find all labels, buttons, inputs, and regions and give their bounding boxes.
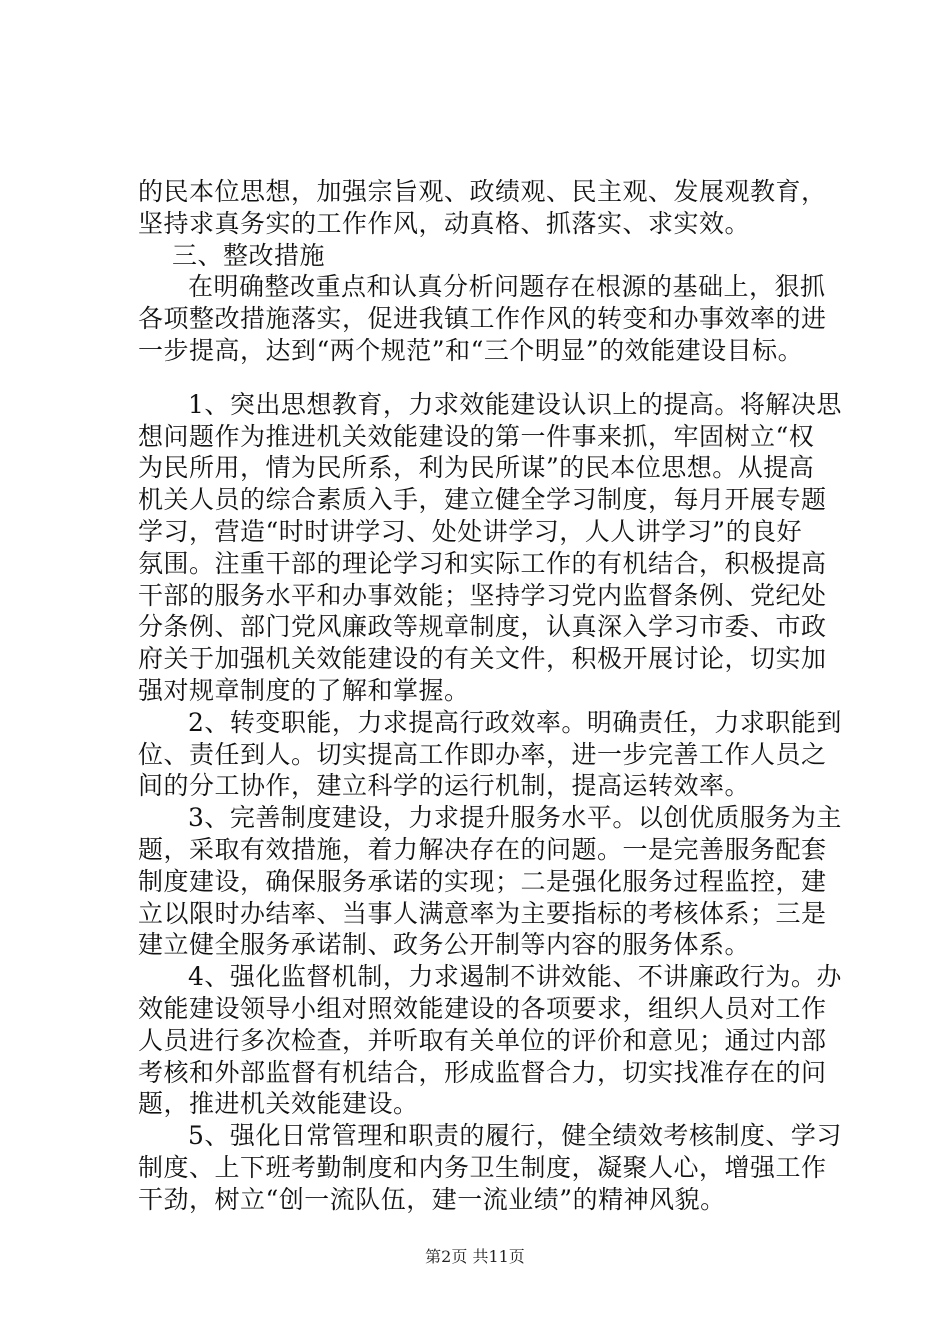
paragraph-spacer — [138, 367, 834, 389]
paragraph-line: 题，推进机关效能建设。 — [138, 1089, 419, 1119]
paragraph-line: 分条例、部门党风廉政等规章制度，认真深入学习市委、市政 — [138, 612, 827, 642]
paragraph-line: 制度建设，确保服务承诺的实现；二是强化服务过程监控，建 — [138, 866, 827, 896]
paragraph-line: 题，采取有效措施，着力解决存在的问题。一是完善服务配套 — [138, 834, 827, 864]
page-number-footer: 第2页 共11页 — [425, 1247, 525, 1266]
paragraph-line: 府关于加强机关效能建设的有关文件，积极开展讨论，切实加 — [138, 644, 827, 674]
paragraph-line: 坚持求真务实的工作作风，动真格、抓落实、求实效。 — [138, 208, 751, 238]
paragraph-line: 各项整改措施落实，促进我镇工作作风的转变和办事效率的进 — [138, 304, 827, 334]
paragraph-line: 机关人员的综合素质入手，建立健全学习制度，每月开展专题 — [138, 485, 827, 515]
paragraph-line: 效能建设领导小组对照效能建设的各项要求，组织人员对工作 — [138, 993, 827, 1023]
section-heading: 三、整改措施 — [172, 240, 326, 270]
paragraph-line: 一步提高，达到“两个规范”和“三个明显”的效能建设目标。 — [138, 335, 804, 365]
paragraph-line: 位、责任到人。切实提高工作即办率，进一步完善工作人员之 — [138, 739, 827, 769]
list-item-line: 1、突出思想教育，力求效能建设认识上的提高。将解决思 — [188, 389, 842, 419]
paragraph-line: 间的分工协作，建立科学的运行机制，提高运转效率。 — [138, 771, 751, 801]
list-item-line: 3、完善制度建设，力求提升服务水平。以创优质服务为主 — [188, 803, 842, 833]
paragraph-line: 氛围。注重干部的理论学习和实际工作的有机结合，积极提高 — [138, 548, 827, 578]
paragraph-line: 想问题作为推进机关效能建设的第一件事来抓，牢固树立“权 — [138, 421, 815, 451]
paragraph-line: 强对规章制度的了解和掌握。 — [138, 675, 470, 705]
list-item-line: 2、转变职能，力求提高行政效率。明确责任，力求职能到 — [188, 707, 842, 737]
paragraph-line: 制度、上下班考勤制度和内务卫生制度，凝聚人心，增强工作 — [138, 1152, 827, 1182]
paragraph-line: 考核和外部监督有机结合，形成监督合力，切实找准存在的问 — [138, 1057, 827, 1087]
list-item-line: 4、强化监督机制，力求遏制不讲效能、不讲廉政行为。办 — [188, 962, 842, 992]
paragraph-line: 在明确整改重点和认真分析问题存在根源的基础上，狠抓 — [188, 272, 826, 302]
paragraph-line: 为民所用，情为民所系，利为民所谋”的民本位思想。从提高 — [138, 453, 815, 483]
paragraph-line: 学习，营造“时时讲学习、处处讲学习，人人讲学习”的良好 — [138, 516, 803, 546]
document-body — [138, 176, 842, 1216]
list-item-line: 5、强化日常管理和职责的履行，健全绩效考核制度、学习 — [188, 1121, 842, 1151]
paragraph-line: 干部的服务水平和办事效能；坚持学习党内监督条例、党纪处 — [138, 580, 827, 610]
paragraph-line: 建立健全服务承诺制、政务公开制等内容的服务体系。 — [138, 930, 751, 960]
paragraph-line: 人员进行多次检查，并听取有关单位的评价和意见；通过内部 — [138, 1025, 827, 1055]
paragraph-line: 立以限时办结率、当事人满意率为主要指标的考核体系；三是 — [138, 898, 827, 928]
paragraph-line: 的民本位思想，加强宗旨观、政绩观、民主观、发展观教育， — [138, 177, 827, 206]
paragraph-line: 干劲，树立“创一流队伍，建一流业绩”的精神风貌。 — [138, 1184, 726, 1214]
